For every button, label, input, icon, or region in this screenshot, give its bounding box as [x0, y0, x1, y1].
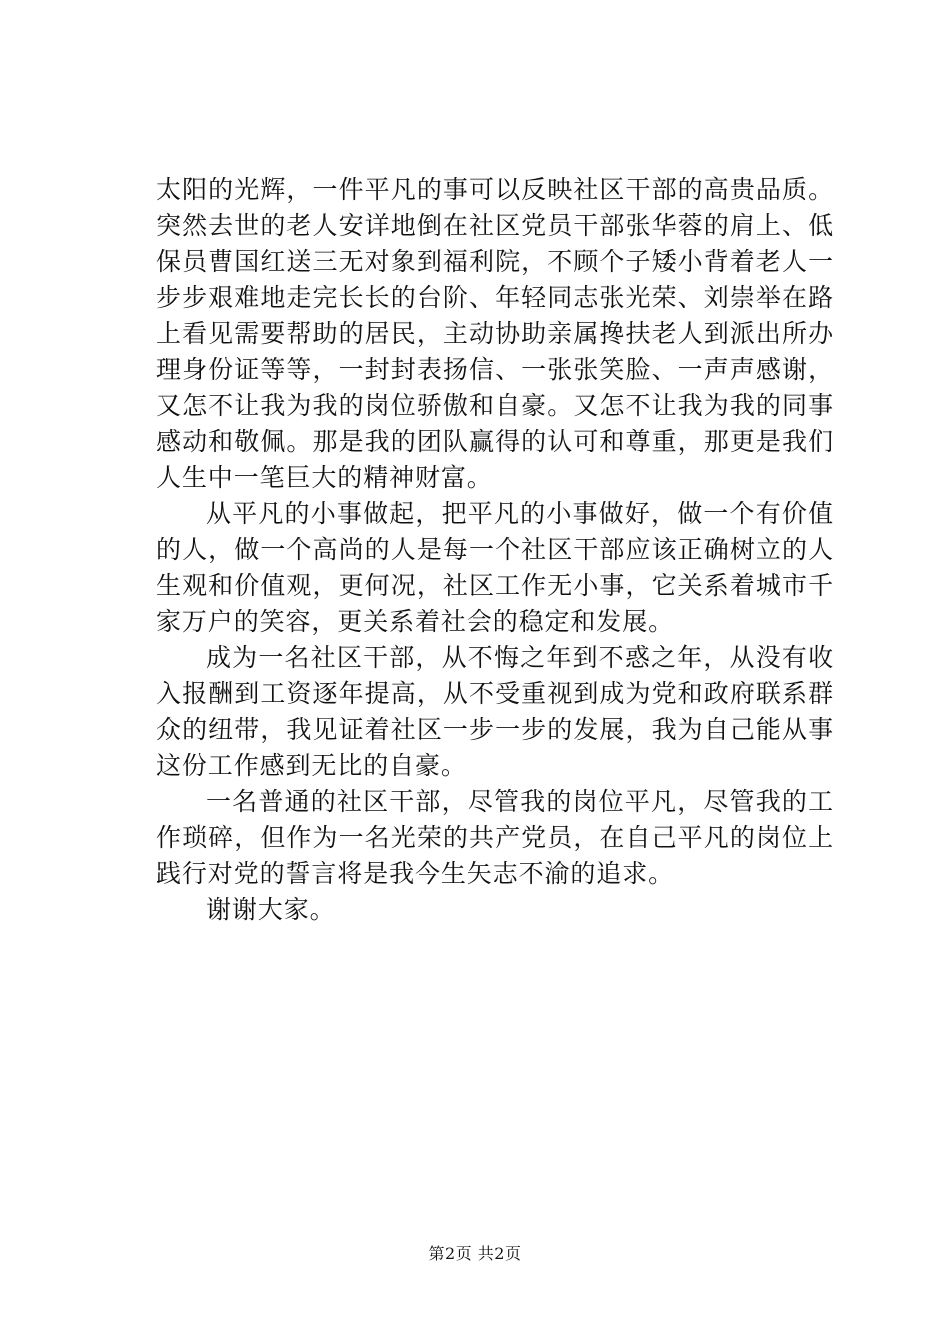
- paragraph-4: 一名普通的社区干部，尽管我的岗位平凡，尽管我的工作琐碎，但作为一名光荣的共产党员，在自己平凡的岗位上践行对党的誓言将是我今生矢志不渝的追求。: [156, 787, 834, 888]
- paragraph-2: 从平凡的小事做起，把平凡的小事做好，做一个有价值的人，做一个高尚的人是每一个社区干部应该正确树立的人生观和价值观，更何况，社区工作无小事，它关系着城市千家万户的笑容，更关系着社会的稳定和发展。: [156, 499, 834, 636]
- paragraph-3: 成为一名社区干部，从不悔之年到不惑之年，从没有收入报酬到工资逐年提高，从不受重视到成为党和政府联系群众的纽带，我见证着社区一步一步的发展，我为自己能从事这份工作感到无比的自豪。: [156, 643, 834, 780]
- paragraph-5: 谢谢大家。: [206, 895, 336, 924]
- paragraph-1: 太阳的光辉，一件平凡的事可以反映社区干部的高贵品质。突然去世的老人安详地倒在社区党员干部张华蓉的肩上、低保员曹国红送三无对象到福利院，不顾个子矮小背着老人一步步艰难地走完长长的台阶、年轻同志张光荣、刘崇举在路上看见需要帮助的居民，主动协助亲属搀扶老人到派出所办理身份证等等，一封封表扬信、一张张笑脸、一声声感谢，又怎不让我为我的岗位骄傲和自豪。又怎不让我为我的同事感动和敬佩。那是我的团队赢得的认可和尊重，那更是我们人生中一笔巨大的精神财富。: [156, 175, 834, 492]
- document-body: [156, 172, 834, 928]
- page-footer: 第2页 共2页: [428, 1244, 522, 1263]
